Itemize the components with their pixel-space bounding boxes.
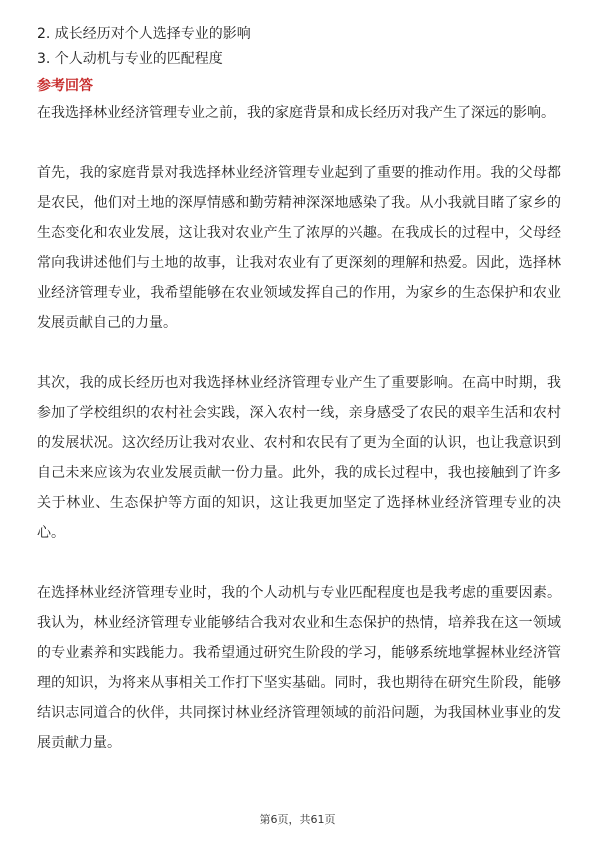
page-content [37, 24, 561, 758]
paragraph-intro: 在我选择林业经济管理专业之前，我的家庭背景和成长经历对我产生了深远的影响。 [37, 105, 555, 121]
list-item-growth-experience: 2. 成长经历对个人选择专业的影响 [37, 26, 251, 42]
paragraph-family-background: 首先，我的家庭背景对我选择林业经济管理专业起到了重要的推动作用。我的父母都是农民，他们对土地的深厚情感和勤劳精神深深地感染了我。从小我就目睹了家乡的生态变化和农业发展，这让我对农业产生了浓厚的兴趣。在我成长的过程中，父母经常向我讲述他们与土地的故事，让我对农业有了更深刻的理解和热爱。因此，选择林业经济管理专业，我希望能够在农业领域发挥自己的作用，为家乡的生态保护和农业发展贡献自己的力量。 [37, 165, 561, 331]
paragraph-growth-experience: 其次，我的成长经历也对我选择林业经济管理专业产生了重要影响。在高中时期，我参加了学校组织的农村社会实践，深入农村一线，亲身感受了农民的艰辛生活和农村的发展状况。这次经历让我对农业、农村和农民有了更为全面的认识，也让我意识到自己未来应该为农业发展贡献一份力量。此外，我的成长过程中，我也接触到了许多关于林业、生态保护等方面的知识，这让我更加坚定了选择林业经济管理专业的决心。 [37, 375, 561, 541]
list-item-personal-motivation: 3. 个人动机与专业的匹配程度 [37, 51, 223, 67]
reference-answer-heading: 参考回答 [37, 78, 93, 94]
paragraph-personal-motivation: 在选择林业经济管理专业时，我的个人动机与专业匹配程度也是我考虑的重要因素。我认为，林业经济管理专业能够结合我对农业和生态保护的热情，培养我在这一领域的专业素养和实践能力。我希望通过研究生阶段的学习，能够系统地掌握林业经济管理的知识，为将来从事相关工作打下坚实基础。同时，我也期待在研究生阶段，能够结识志同道合的伙伴，共同探讨林业经济管理领域的前沿问题，为我国林业事业的发展贡献力量。 [37, 585, 561, 751]
page-number-footer: 第6页，共61页 [259, 813, 336, 826]
